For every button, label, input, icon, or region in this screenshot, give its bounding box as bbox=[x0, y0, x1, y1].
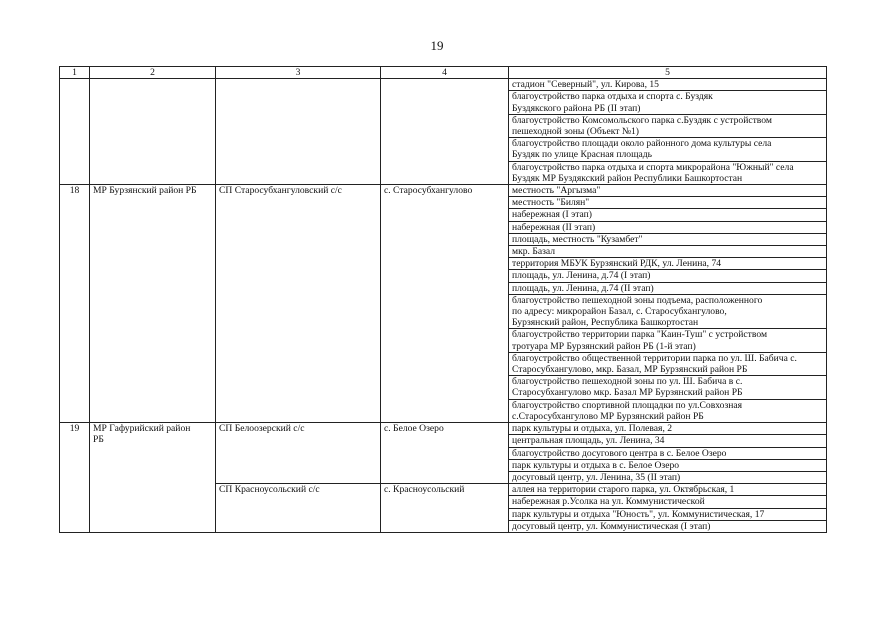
cell-line: благоустройство площади около районного дома культуры села bbox=[512, 138, 772, 150]
cell-line: Бурзянский район, Республика Башкортостан bbox=[512, 317, 699, 329]
cell-line: парк культуры и отдыха в с. Белое Озеро bbox=[512, 459, 680, 471]
object-cell bbox=[509, 79, 827, 91]
row-number: 19 bbox=[60, 423, 90, 533]
cell-line: с.Старосубхангулово МР Бурзянский район РБ bbox=[512, 410, 704, 422]
cell-line: набережная (I этап) bbox=[512, 209, 592, 221]
object-cell bbox=[509, 484, 827, 496]
cell-line: благоустройство спортивной площадки по ул.Совхозная bbox=[512, 399, 743, 411]
district-cell bbox=[90, 423, 216, 533]
object-cell bbox=[509, 209, 827, 221]
locality-cell: с. Старосубхангулово bbox=[381, 185, 509, 423]
object-cell bbox=[509, 91, 827, 114]
object-cell bbox=[509, 221, 827, 233]
object-cell bbox=[509, 197, 827, 209]
object-cell bbox=[509, 459, 827, 471]
object-cell bbox=[509, 258, 827, 270]
cell-line: парк культуры и отдыха, ул. Полевая, 2 bbox=[512, 423, 673, 435]
cell-line: парк культуры и отдыха "Юность", ул. Коммунистическая, 17 bbox=[512, 508, 765, 520]
object-cell bbox=[509, 435, 827, 447]
object-cell bbox=[509, 246, 827, 258]
cell-line: мкр. Базал bbox=[512, 246, 556, 258]
object-cell bbox=[509, 270, 827, 282]
cell-line: благоустройство пешеходной зоны по ул. Ш. Бабича в с. bbox=[512, 376, 743, 388]
object-cell bbox=[509, 352, 827, 375]
object-cell bbox=[509, 294, 827, 329]
district-cell bbox=[90, 79, 216, 185]
cell-line: центральная площадь, ул. Ленина, 34 bbox=[512, 435, 665, 447]
cell-line: Старосубхангулово мкр. Базал МР Бурзянский район РБ bbox=[512, 387, 743, 399]
cell-line: благоустройство пешеходной зоны подъема, расположенного bbox=[512, 294, 763, 306]
cell-line: площадь, местность "Кузамбет" bbox=[512, 233, 643, 245]
settlement-cell bbox=[216, 79, 381, 185]
cell-line: Буздяк по улице Красная площадь bbox=[512, 149, 652, 161]
cell-line: Буздяк МР Буздякский район Республики Башкортостан bbox=[512, 172, 743, 184]
cell-line: местность "Билян" bbox=[512, 197, 590, 209]
cell-line: тротуара МР Бурзянский район РБ (1-й этап) bbox=[512, 340, 696, 352]
object-cell bbox=[509, 282, 827, 294]
cell-line: Старосубхангулово, мкр. Базал, МР Бурзянский район РБ bbox=[512, 364, 748, 376]
row-number: 18 bbox=[60, 185, 90, 423]
cell-line: благоустройство парка отдыха и спорта микрорайона "Южный" села bbox=[512, 161, 794, 173]
locality-cell bbox=[381, 79, 509, 185]
object-cell bbox=[509, 114, 827, 137]
cell-line: по адресу: микрорайон Базал, с. Старосубхангулово, bbox=[512, 306, 727, 318]
object-cell bbox=[509, 471, 827, 483]
table-row bbox=[60, 79, 827, 91]
header-cell: 5 bbox=[509, 67, 827, 79]
cell-line: стадион "Северный", ул. Кирова, 15 bbox=[512, 79, 659, 91]
table-row bbox=[60, 423, 827, 435]
object-cell bbox=[509, 376, 827, 399]
table-row bbox=[60, 185, 827, 197]
cell-line: площадь, ул. Ленина, д.74 (I этап) bbox=[512, 270, 651, 282]
cell-line: благоустройство территории парка "Каин-Туш" с устройством bbox=[512, 329, 768, 341]
num-cell bbox=[60, 79, 90, 185]
cell-line: МР Гафурийский район bbox=[93, 423, 191, 435]
cell-line: территория МБУК Бурзянский РДК, ул. Ленина, 74 bbox=[512, 258, 722, 270]
header-cell: 3 bbox=[216, 67, 381, 79]
cell-line: пешеходной зоны (Объект №1) bbox=[512, 126, 639, 138]
cell-line: местность "Аргызма" bbox=[512, 185, 601, 197]
object-cell bbox=[509, 138, 827, 161]
cell-line: досуговый центр, ул. Ленина, 35 (II этап) bbox=[512, 471, 681, 483]
cell-line: благоустройство общественной территории парка по ул. Ш. Бабича с. bbox=[512, 352, 797, 364]
cell-line: набережная р.Усолка на ул. Коммунистической bbox=[512, 496, 705, 508]
object-cell bbox=[509, 496, 827, 508]
page-number: 19 bbox=[430, 38, 444, 53]
cell-line: РБ bbox=[93, 434, 104, 446]
object-cell bbox=[509, 185, 827, 197]
settlement-cell: СП Белоозерский с/с bbox=[216, 423, 381, 484]
cell-line: благоустройство досугового центра в с. Белое Озеро bbox=[512, 447, 727, 459]
header-cell: 1 bbox=[60, 67, 90, 79]
header-row bbox=[60, 67, 827, 79]
cell-line: МР Бурзянский район РБ bbox=[93, 185, 197, 197]
locality-cell: с. Красноусольский bbox=[381, 484, 509, 533]
district-cell bbox=[90, 185, 216, 423]
header-cell: 2 bbox=[90, 67, 216, 79]
cell-line: досуговый центр, ул. Коммунистическая (I этап) bbox=[512, 520, 711, 532]
cell-line: Буздякского района РБ (II этап) bbox=[512, 102, 641, 114]
object-cell bbox=[509, 399, 827, 422]
object-cell bbox=[509, 423, 827, 435]
object-cell bbox=[509, 520, 827, 532]
object-cell bbox=[509, 447, 827, 459]
object-cell bbox=[509, 508, 827, 520]
cell-line: благоустройство парка отдыха и спорта с. Буздяк bbox=[512, 91, 713, 103]
header-cell: 4 bbox=[381, 67, 509, 79]
cell-line: набережная (II этап) bbox=[512, 221, 596, 233]
object-cell bbox=[509, 329, 827, 352]
settlement-cell: СП Старосубхангуловский с/с bbox=[216, 185, 381, 423]
document-table bbox=[59, 66, 827, 533]
settlement-cell: СП Красноусольский с/с bbox=[216, 484, 381, 533]
locality-cell: с. Белое Озеро bbox=[381, 423, 509, 484]
object-cell bbox=[509, 161, 827, 184]
cell-line: благоустройство Комсомольского парка с.Буздяк с устройством bbox=[512, 114, 772, 126]
cell-line: аллея на территории старого парка, ул. Октябрьская, 1 bbox=[512, 484, 735, 496]
object-cell bbox=[509, 233, 827, 245]
cell-line: площадь, ул. Ленина, д.74 (II этап) bbox=[512, 282, 654, 294]
